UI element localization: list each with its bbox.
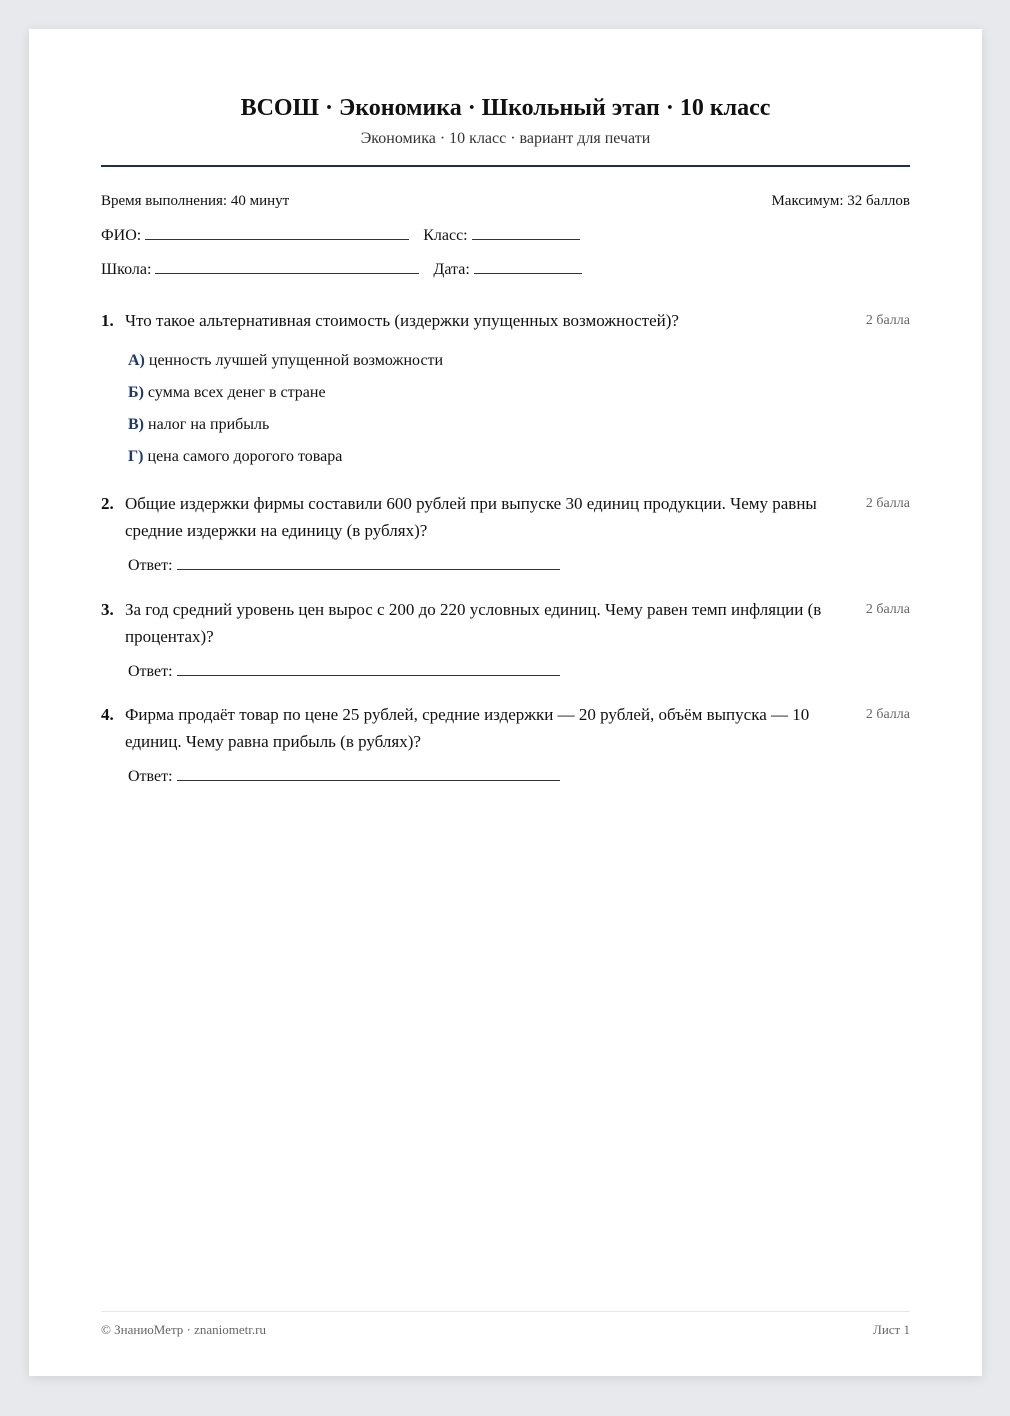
answer-field[interactable]	[177, 555, 560, 570]
page-title: ВСОШ · Экономика · Школьный этап · 10 класс	[240, 95, 771, 121]
footer-divider	[101, 1311, 910, 1312]
question-number: 3.	[101, 600, 114, 619]
fio-label: ФИО:	[101, 227, 142, 244]
page-footer	[101, 1322, 910, 1338]
school-row	[101, 259, 910, 279]
question-3	[101, 596, 910, 686]
question-points: 2 балла	[865, 707, 910, 722]
question-4	[101, 701, 910, 791]
option-letter: Г)	[128, 448, 144, 465]
question-points: 2 балла	[865, 496, 910, 511]
question-number: 1.	[101, 311, 114, 330]
answer-field[interactable]	[177, 661, 560, 676]
option-b[interactable]	[128, 379, 326, 406]
question-number: 4.	[101, 705, 114, 724]
option-c[interactable]	[128, 411, 269, 438]
option-text: налог на прибыль	[148, 416, 270, 433]
option-letter: В)	[128, 416, 144, 433]
option-d[interactable]	[128, 443, 342, 470]
option-text: ценность лучшей упущенной возможности	[148, 352, 444, 369]
fio-field[interactable]	[145, 225, 409, 240]
answer-row	[128, 763, 560, 790]
document-page	[29, 29, 982, 1376]
fio-row	[101, 225, 910, 245]
date-label: Дата:	[433, 261, 470, 278]
question-number: 2.	[101, 494, 114, 513]
answer-row	[128, 552, 560, 579]
question-text: Что такое альтернативная стоимость (издержки упущенных возможностей)?	[125, 311, 679, 330]
answer-label: Ответ:	[128, 768, 173, 785]
school-field[interactable]	[155, 259, 419, 274]
question-text: Общие издержки фирмы составили 600 рублей при выпуске 30 единиц продукции. Чему равны средние издержки на единицу (в рублях)?	[125, 494, 817, 540]
question-points: 2 балла	[865, 313, 910, 328]
option-letter: А)	[128, 352, 145, 369]
question-2	[101, 490, 910, 580]
answer-row	[128, 658, 560, 685]
time-limit: Время выполнения: 40 минут	[101, 193, 290, 209]
option-text: цена самого дорогого товара	[147, 448, 343, 465]
date-field[interactable]	[474, 259, 582, 274]
option-letter: Б)	[128, 384, 144, 401]
page-content	[101, 29, 910, 1376]
question-1	[101, 307, 910, 477]
footer-copyright: © ЗнаниоМетр · znaniometr.ru	[101, 1322, 266, 1337]
school-label: Школа:	[101, 261, 152, 278]
page-subtitle: Экономика · 10 класс · вариант для печати	[360, 130, 651, 147]
question-text: Фирма продаёт товар по цене 25 рублей, средние издержки — 20 рублей, объём выпуска — 10 единиц. Чему равна прибыль (в рублях)?	[125, 705, 810, 751]
meta-row	[101, 193, 910, 210]
class-label: Класс:	[423, 227, 468, 244]
answer-label: Ответ:	[128, 557, 173, 574]
answer-field[interactable]	[177, 766, 560, 781]
max-score: Максимум: 32 баллов	[771, 193, 910, 209]
question-points: 2 балла	[865, 602, 910, 617]
header-divider	[101, 165, 910, 167]
option-a[interactable]	[128, 347, 443, 374]
page-number: Лист 1	[873, 1322, 910, 1337]
answer-label: Ответ:	[128, 663, 173, 680]
question-text: За год средний уровень цен вырос с 200 до 220 условных единиц. Чему равен темп инфляции (в процентах)?	[125, 600, 822, 646]
class-field[interactable]	[472, 225, 580, 240]
option-text: сумма всех денег в стране	[147, 384, 326, 401]
